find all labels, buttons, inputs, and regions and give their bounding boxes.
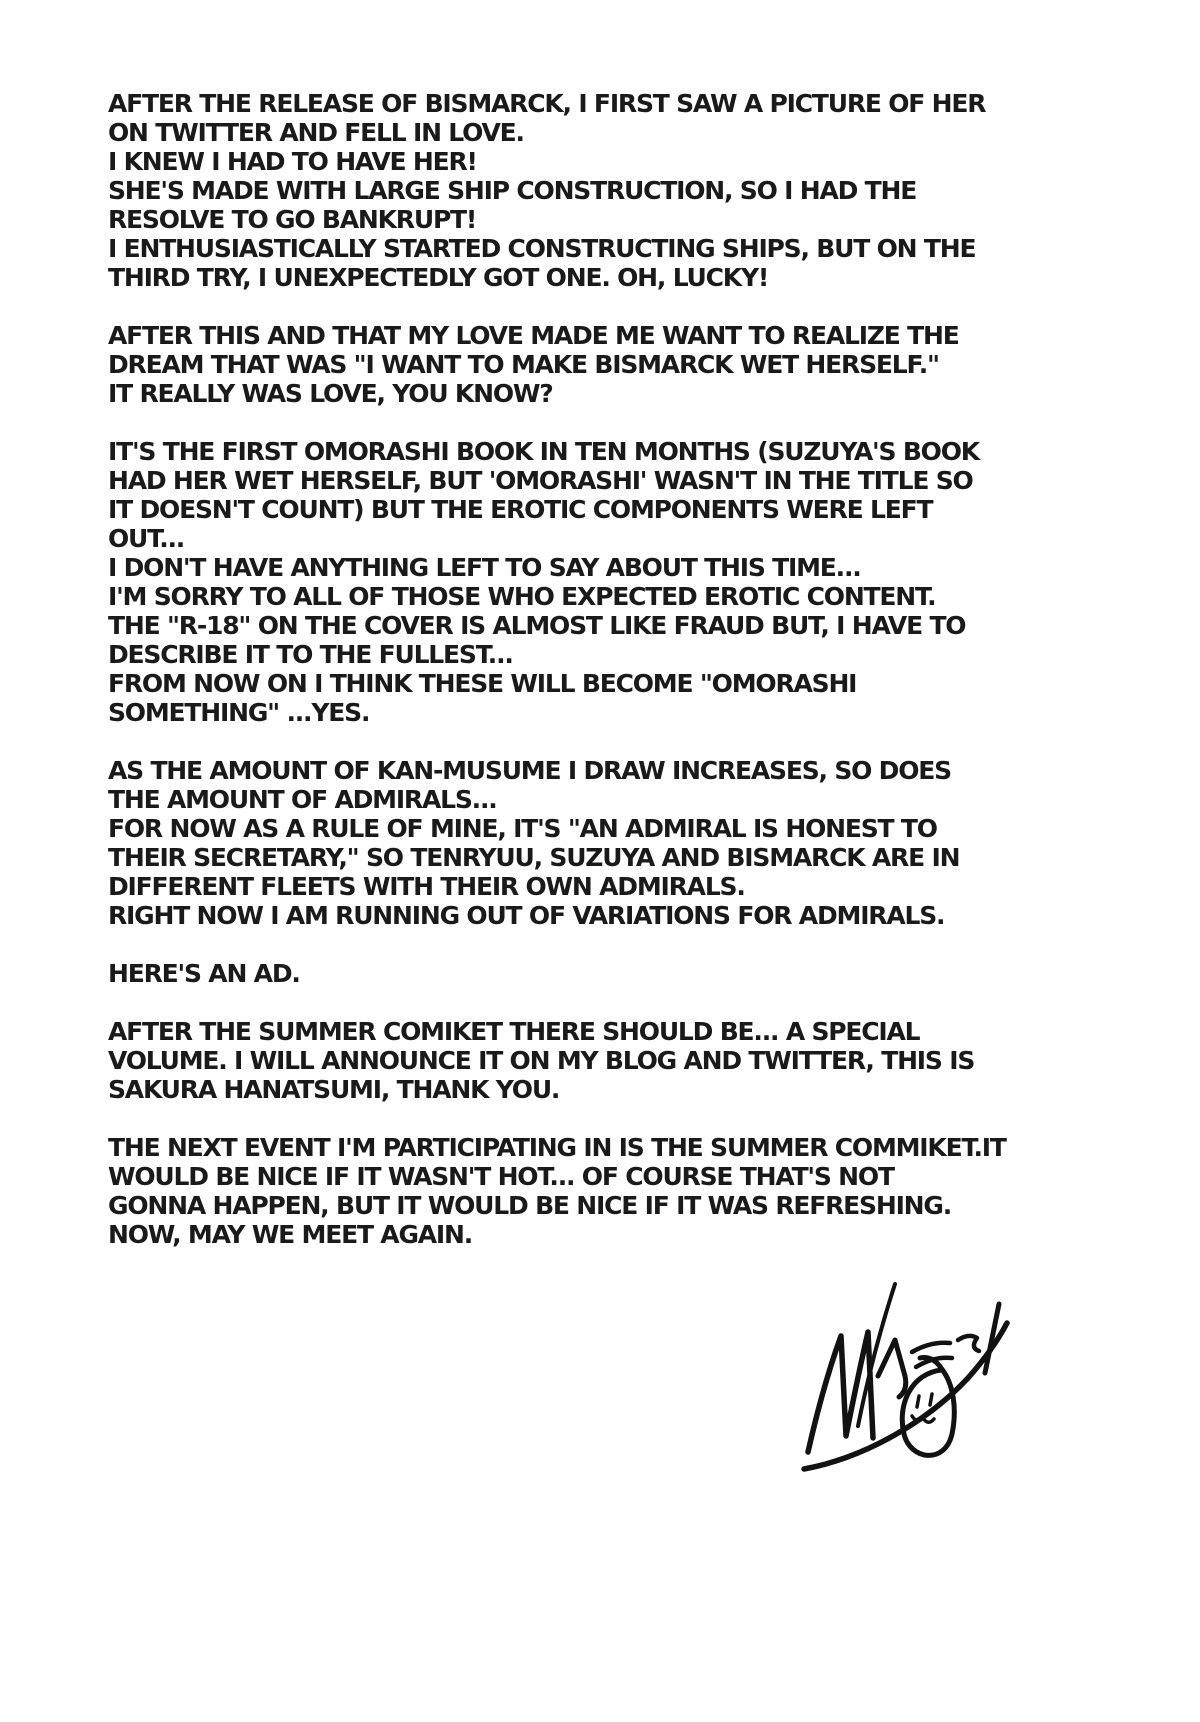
paragraph — [108, 756, 1068, 930]
text-line: HERE'S AN AD. — [108, 959, 300, 988]
artist-signature-icon — [798, 1276, 1023, 1481]
text-line: GONNA HAPPEN, BUT IT WOULD BE NICE IF IT WAS REFRESHING. — [108, 1191, 952, 1220]
text-line: DIFFERENT FLEETS WITH THEIR OWN ADMIRALS. — [108, 872, 745, 901]
text-line: AFTER THE SUMMER COMIKET THERE SHOULD BE... A SPECIAL — [108, 1017, 920, 1046]
text-line: IT DOESN'T COUNT) BUT THE EROTIC COMPONENTS WERE LEFT — [108, 495, 933, 524]
text-line: THE AMOUNT OF ADMIRALS... — [108, 785, 497, 814]
paragraph — [108, 1133, 1068, 1249]
text-line: DESCRIBE IT TO THE FULLEST... — [108, 640, 513, 669]
text-line: I KNEW I HAD TO HAVE HER! — [108, 147, 477, 176]
text-line: THEIR SECRETARY," SO TENRYUU, SUZUYA AND BISMARCK ARE IN — [108, 843, 960, 872]
paragraph — [108, 959, 1068, 988]
text-line: AFTER THE RELEASE OF BISMARCK, I FIRST SAW A PICTURE OF HER — [108, 89, 986, 118]
text-line: FROM NOW ON I THINK THESE WILL BECOME "OMORASHI — [108, 669, 857, 698]
text-line: SAKURA HANATSUMI, THANK YOU. — [108, 1075, 560, 1104]
artist-signature — [798, 1276, 1023, 1481]
text-line: RIGHT NOW I AM RUNNING OUT OF VARIATIONS FOR ADMIRALS. — [108, 901, 945, 930]
text-line: OUT... — [108, 524, 185, 553]
paragraph — [108, 89, 1068, 292]
text-line: THE "R-18" ON THE COVER IS ALMOST LIKE FRAUD BUT, I HAVE TO — [108, 611, 966, 640]
text-line: SOMETHING" ...YES. — [108, 698, 370, 727]
text-line: SHE'S MADE WITH LARGE SHIP CONSTRUCTION, SO I HAD THE — [108, 176, 917, 205]
text-line: DREAM THAT WAS "I WANT TO MAKE BISMARCK WET HERSELF." — [108, 350, 939, 379]
text-line: I'M SORRY TO ALL OF THOSE WHO EXPECTED EROTIC CONTENT. — [108, 582, 936, 611]
paragraph — [108, 437, 1068, 727]
text-line: WOULD BE NICE IF IT WASN'T HOT... OF COURSE THAT'S NOT — [108, 1162, 894, 1191]
text-line: FOR NOW AS A RULE OF MINE, IT'S "AN ADMIRAL IS HONEST TO — [108, 814, 937, 843]
text-line: HAD HER WET HERSELF, BUT 'OMORASHI' WASN'T IN THE TITLE SO — [108, 466, 973, 495]
text-line: NOW, MAY WE MEET AGAIN. — [108, 1220, 473, 1249]
text-line: THE NEXT EVENT I'M PARTICIPATING IN IS THE SUMMER COMMIKET.IT — [108, 1133, 1006, 1162]
paragraph — [108, 321, 1068, 408]
text-line: THIRD TRY, I UNEXPECTEDLY GOT ONE. OH, LUCKY! — [108, 263, 769, 292]
paragraph — [108, 1017, 1068, 1104]
text-line: VOLUME. I WILL ANNOUNCE IT ON MY BLOG AND TWITTER, THIS IS — [108, 1046, 975, 1075]
text-line: AS THE AMOUNT OF KAN-MUSUME I DRAW INCREASES, SO DOES — [108, 756, 951, 785]
text-line: AFTER THIS AND THAT MY LOVE MADE ME WANT TO REALIZE THE — [108, 321, 959, 350]
text-line: IT REALLY WAS LOVE, YOU KNOW? — [108, 379, 553, 408]
text-line: IT'S THE FIRST OMORASHI BOOK IN TEN MONTHS (SUZUYA'S BOOK — [108, 437, 979, 466]
text-line: I DON'T HAVE ANYTHING LEFT TO SAY ABOUT THIS TIME... — [108, 553, 861, 582]
afterword-text — [108, 89, 1068, 1249]
text-line: RESOLVE TO GO BANKRUPT! — [108, 205, 477, 234]
text-line: I ENTHUSIASTICALLY STARTED CONSTRUCTING SHIPS, BUT ON THE — [108, 234, 976, 263]
text-line: ON TWITTER AND FELL IN LOVE. — [108, 118, 524, 147]
